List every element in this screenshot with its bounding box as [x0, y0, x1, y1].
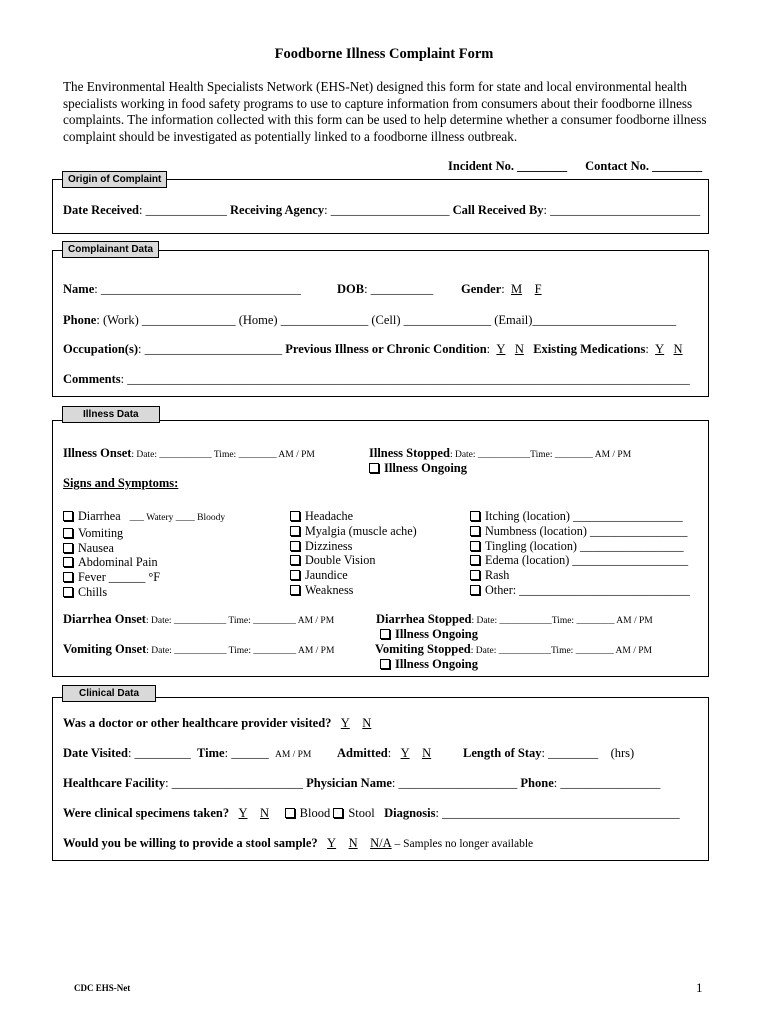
checkbox-icon[interactable]: [333, 808, 343, 818]
symptom-label: Nausea: [78, 540, 114, 555]
symptom-item[interactable]: [290, 553, 417, 568]
symptom-item[interactable]: [63, 570, 225, 585]
checkbox-icon[interactable]: [285, 808, 295, 818]
symptom-label: Dizziness: [305, 538, 353, 553]
date-received-field[interactable]: : _____________: [139, 203, 227, 217]
admitted-no[interactable]: N: [422, 746, 432, 760]
symptom-item[interactable]: [63, 526, 225, 541]
illness-ongoing-row[interactable]: [369, 461, 467, 476]
length-of-stay-row: [463, 746, 634, 761]
symptom-item[interactable]: [470, 524, 690, 539]
call-received-field[interactable]: : ________________________: [543, 203, 701, 217]
illness-ongoing-label: Illness Ongoing: [395, 627, 479, 641]
checkbox-icon[interactable]: [290, 585, 300, 595]
medications-label: Existing Medications: [533, 342, 646, 356]
date-visited-row: [63, 746, 311, 761]
illness-onset-row: [63, 446, 315, 461]
checkbox-icon[interactable]: [290, 526, 300, 536]
checkbox-icon[interactable]: [380, 629, 390, 639]
illness-ongoing-label: Illness Ongoing: [384, 461, 468, 475]
checkbox-icon[interactable]: [380, 659, 390, 669]
symptom-item[interactable]: [470, 568, 690, 583]
symptom-item[interactable]: [470, 553, 690, 568]
illness-stopped-label: Illness Stopped: [369, 446, 450, 460]
vomiting-onset-fields[interactable]: : Date: ___________ Time: _________ AM / PM: [146, 646, 335, 656]
incident-number-field[interactable]: Incident No. ________: [448, 159, 568, 173]
checkbox-icon[interactable]: [63, 572, 73, 582]
symptom-item[interactable]: [290, 583, 417, 598]
diarrhea-onset-label: Diarrhea Onset: [63, 612, 146, 626]
checkbox-icon[interactable]: [470, 555, 480, 565]
symptom-item[interactable]: [290, 568, 417, 583]
colon: :: [645, 342, 649, 356]
symptom-label: Itching (location) __________________: [485, 509, 683, 523]
name-field[interactable]: : ________________________________: [94, 282, 301, 296]
gender-colon: :: [501, 282, 505, 296]
checkbox-icon[interactable]: [290, 511, 300, 521]
symptom-item[interactable]: [290, 509, 417, 524]
medications-no[interactable]: N: [673, 342, 683, 356]
dob-field[interactable]: : __________: [364, 282, 434, 296]
name-row: [63, 282, 301, 297]
page-title: Foodborne Illness Complaint Form: [274, 46, 494, 62]
physician-label: Physician Name: [306, 776, 392, 790]
illness-onset-fields[interactable]: : Date: ___________ Time: ________ AM / PM: [131, 450, 315, 460]
symptom-label: Numbness (location) ________________: [485, 523, 688, 538]
symptom-item[interactable]: [470, 509, 690, 524]
phone-label: Phone: [63, 313, 97, 327]
symptom-item[interactable]: [63, 555, 225, 570]
vomiting-onset-row: [63, 642, 334, 657]
phone-fields[interactable]: : (Work) _______________ (Home) ______________ (Cell) ______________ (Email)_______________________: [96, 313, 677, 327]
illness-ongoing-label: Illness Ongoing: [395, 657, 479, 671]
symptom-label: Double Vision: [305, 553, 376, 568]
stool-sample-question: Would you be willing to provide a stool sample?: [63, 836, 318, 850]
checkbox-icon[interactable]: [290, 541, 300, 551]
clinical-phone-label: Phone: [520, 776, 554, 790]
illness-tab: Illness Data: [62, 406, 160, 423]
hrs-unit: (hrs): [610, 746, 635, 760]
specimens-row: [63, 806, 680, 821]
symptom-label: Jaundice: [305, 568, 348, 583]
ampm-toggle[interactable]: AM / PM: [274, 750, 312, 760]
incident-contact-line: [448, 159, 702, 174]
checkbox-icon[interactable]: [470, 511, 480, 521]
clinical-tab: Clinical Data: [62, 685, 156, 702]
signs-symptoms-label: Signs and Symptoms:: [63, 476, 179, 490]
vomiting-stopped-label: Vomiting Stopped: [375, 642, 471, 656]
checkbox-icon[interactable]: [63, 587, 73, 597]
checkbox-icon[interactable]: [63, 543, 73, 553]
symptom-item[interactable]: [63, 541, 225, 556]
facility-label: Healthcare Facility: [63, 776, 166, 790]
facility-field[interactable]: : _____________________: [165, 776, 304, 790]
origin-tab: Origin of Complaint: [62, 171, 167, 188]
checkbox-icon[interactable]: [369, 463, 379, 473]
doctor-visit-row: [63, 716, 371, 731]
diarrhea-onset-fields[interactable]: : Date: ___________ Time: _________ AM / PM: [145, 616, 335, 626]
dob-row: [337, 282, 433, 297]
doctor-yes[interactable]: Y: [340, 716, 350, 730]
vomiting-stopped-row: [375, 642, 652, 657]
symptom-label: Diarrhea: [78, 509, 121, 523]
symptom-label: Chills: [78, 584, 108, 599]
symptom-label: Vomiting: [78, 525, 124, 540]
complainant-tab: Complainant Data: [62, 241, 159, 258]
symptom-label: Weakness: [305, 582, 354, 597]
facility-row: [63, 776, 660, 791]
date-visited-field[interactable]: : _________: [127, 746, 191, 760]
checkbox-icon[interactable]: [290, 555, 300, 565]
specimens-no[interactable]: N: [259, 806, 270, 820]
gender-f-option[interactable]: F: [534, 282, 542, 296]
specimens-question: Were clinical specimens taken?: [63, 806, 230, 820]
checkbox-icon[interactable]: [470, 526, 480, 536]
length-of-stay-field[interactable]: : ________: [541, 746, 599, 760]
symptom-label: Abdominal Pain: [78, 555, 158, 570]
doctor-question: Was a doctor or other healthcare provider visited?: [63, 716, 332, 730]
receiving-agency-field[interactable]: : ___________________: [324, 203, 450, 217]
checkbox-icon[interactable]: [470, 585, 480, 595]
admitted-label: Admitted: [337, 746, 388, 760]
clinical-phone-field[interactable]: : ________________: [553, 776, 661, 790]
name-label: Name: [63, 282, 95, 296]
checkbox-icon[interactable]: [63, 528, 73, 538]
receiving-agency-label: Receiving Agency: [230, 203, 325, 217]
contact-number-field[interactable]: Contact No. ________: [585, 159, 703, 173]
page-number: 1: [696, 980, 703, 995]
gender-label: Gender: [461, 282, 502, 296]
stool-option: Stool: [348, 806, 375, 820]
symptom-column-2: [290, 509, 417, 598]
colon: :: [387, 746, 392, 760]
time-label: Time: [197, 746, 225, 760]
illness-onset-label: Illness Onset: [63, 446, 132, 460]
admitted-yes[interactable]: Y: [400, 746, 410, 760]
diarrhea-ongoing-row[interactable]: [380, 627, 478, 642]
symptom-label: Edema (location) ___________________: [485, 553, 689, 568]
symptom-label: Fever ______ °F: [78, 570, 161, 585]
phone-row: [63, 313, 676, 328]
physician-field[interactable]: : ___________________: [391, 776, 518, 790]
previous-illness-yes[interactable]: Y: [496, 342, 506, 356]
footer-left: CDC EHS-Net: [74, 983, 131, 993]
dob-label: DOB: [337, 282, 365, 296]
checkbox-icon[interactable]: [63, 557, 73, 567]
illness-stopped-row: [369, 446, 631, 461]
length-of-stay-label: Length of Stay: [463, 746, 542, 760]
stool-sample-na[interactable]: N/A: [370, 836, 392, 850]
symptom-item[interactable]: [63, 509, 225, 526]
origin-row: [63, 203, 700, 218]
diagnosis-field[interactable]: : ______________________________________: [435, 806, 680, 820]
symptom-column-3: [470, 509, 690, 598]
diagnosis-label: Diagnosis: [384, 806, 436, 820]
specimens-yes[interactable]: Y: [238, 806, 248, 820]
vomiting-stopped-fields[interactable]: : Date: ___________Time: ________ AM / PM: [470, 646, 652, 656]
date-visited-label: Date Visited: [63, 746, 128, 760]
comments-row: [63, 372, 690, 387]
call-received-label: Call Received By: [452, 203, 544, 217]
stool-sample-no[interactable]: N: [348, 836, 358, 850]
stool-sample-row: [63, 836, 533, 851]
diarrhea-stopped-label: Diarrhea Stopped: [376, 612, 472, 626]
symptom-item[interactable]: [290, 539, 417, 554]
vomiting-ongoing-row[interactable]: [380, 657, 478, 672]
diarrhea-stopped-row: [376, 612, 653, 627]
comments-field[interactable]: : __________________________________________________________________________________________: [120, 372, 690, 386]
symptom-label: Other: ____________________________: [485, 582, 690, 597]
admitted-row: [337, 746, 431, 761]
intro-paragraph: The Environmental Health Specialists Network (EHS-Net) designed this form for state and local environmental health specialists working in food safety programs to use to capture information from consumers about their foodborne illness complaints. The information collected with this form can be used to help determine whether a consumer foodborne illness complaint should be investigated as potentially linked to a foodborne illness outbreak.: [63, 79, 707, 144]
occupation-label: Occupation(s): [63, 342, 138, 356]
doctor-no[interactable]: N: [362, 716, 372, 730]
symptom-label: Headache: [305, 509, 354, 523]
diarrhea-detail[interactable]: ___ Watery ____ Bloody: [129, 513, 226, 523]
symptom-item[interactable]: [470, 583, 690, 598]
gender-row: [461, 282, 542, 297]
previous-illness-label: Previous Illness or Chronic Condition: [285, 342, 487, 356]
na-note: – Samples no longer available: [391, 838, 534, 850]
checkbox-icon[interactable]: [470, 570, 480, 580]
diarrhea-onset-row: [63, 612, 334, 627]
symptom-label: Myalgia (muscle ache): [305, 523, 417, 538]
symptom-item[interactable]: [290, 524, 417, 539]
checkbox-icon[interactable]: [63, 511, 73, 521]
symptom-label: Tingling (location) _________________: [485, 538, 684, 553]
symptom-item[interactable]: [63, 585, 225, 600]
blood-option: Blood: [299, 806, 331, 820]
diarrhea-stopped-fields[interactable]: : Date: ___________Time: ________ AM / PM: [471, 616, 653, 626]
comments-label: Comments: [63, 372, 121, 386]
colon: :: [486, 342, 491, 356]
occupation-row: [63, 342, 683, 357]
previous-illness-no[interactable]: N: [514, 342, 524, 356]
illness-stopped-fields[interactable]: : Date: ___________Time: ________ AM / PM: [449, 450, 632, 460]
vomiting-onset-label: Vomiting Onset: [63, 642, 147, 656]
symptom-label: Rash: [485, 568, 510, 583]
checkbox-icon[interactable]: [470, 541, 480, 551]
date-received-label: Date Received: [63, 203, 140, 217]
symptom-column-1: [63, 509, 225, 600]
gender-m-option[interactable]: M: [511, 282, 523, 296]
occupation-field[interactable]: : ______________________: [138, 342, 283, 356]
medications-yes[interactable]: Y: [655, 342, 665, 356]
symptom-item[interactable]: [470, 539, 690, 554]
time-field[interactable]: : ______: [224, 746, 269, 760]
checkbox-icon[interactable]: [290, 570, 300, 580]
stool-sample-yes[interactable]: Y: [327, 836, 337, 850]
